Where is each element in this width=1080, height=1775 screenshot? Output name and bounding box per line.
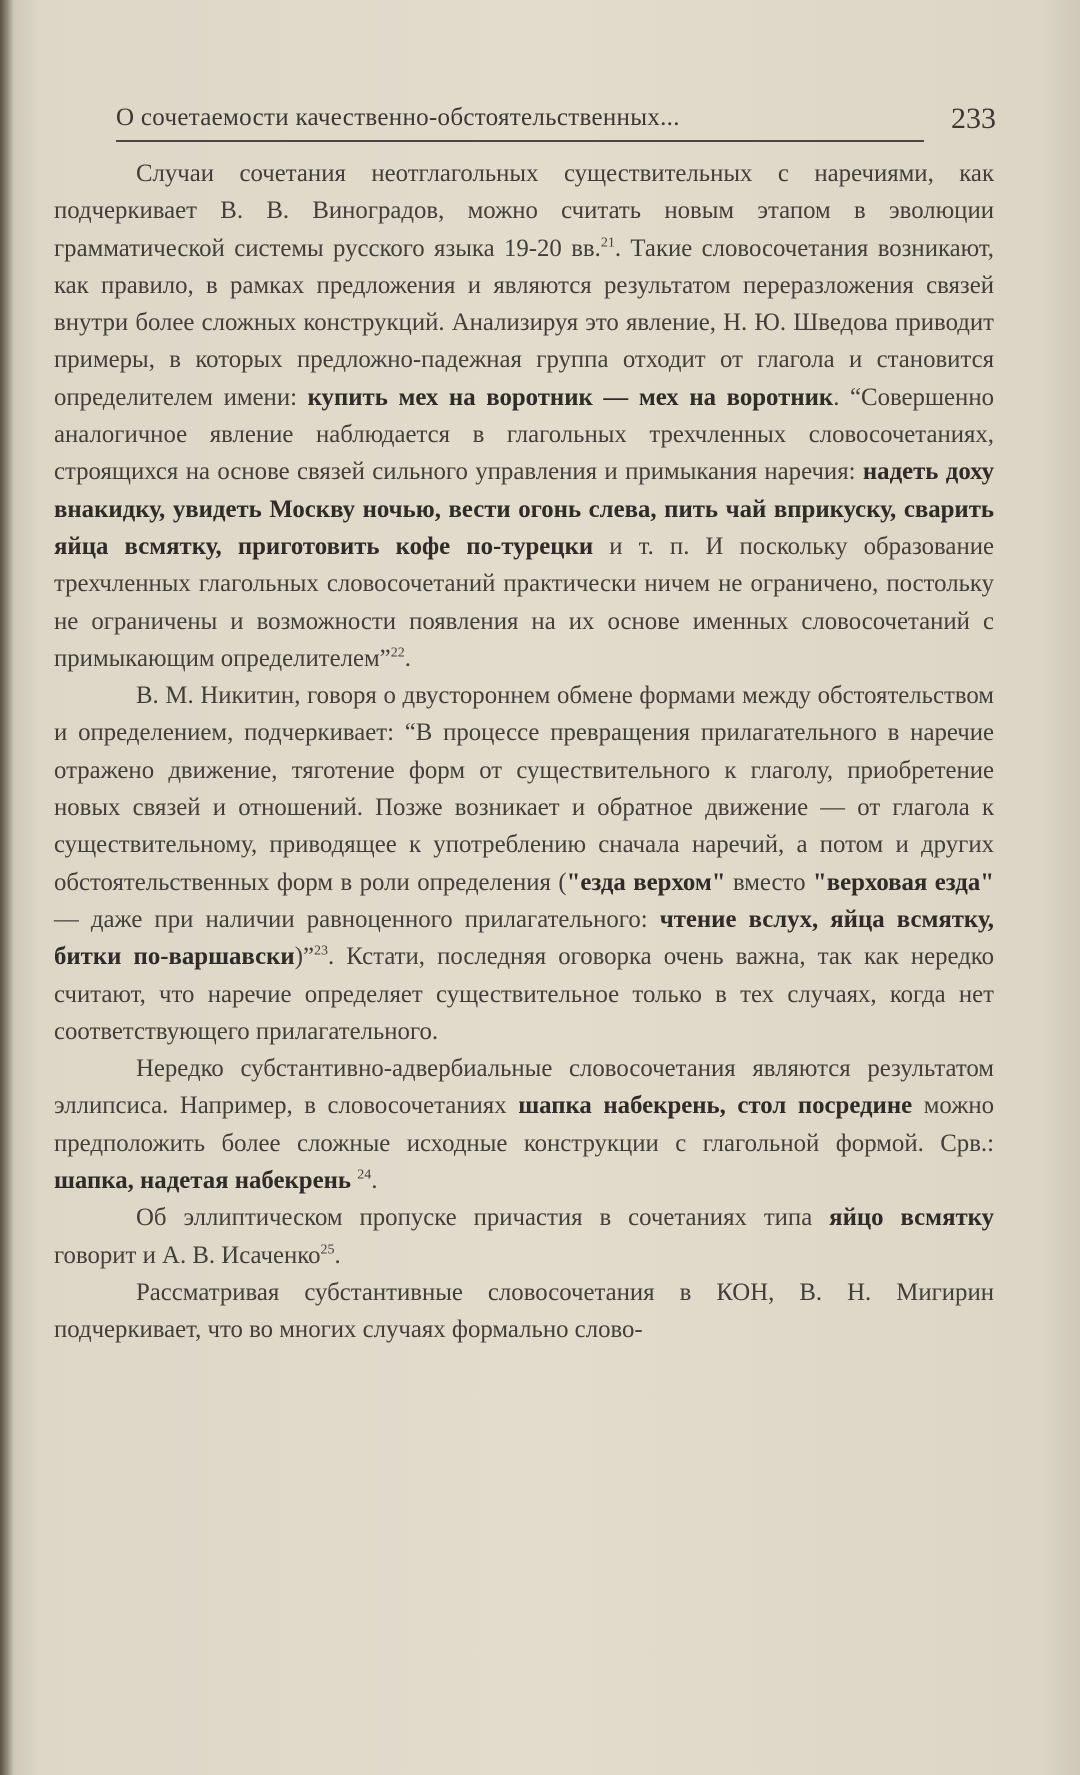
footnote-ref-22: 22 xyxy=(390,645,405,661)
text-run: можно предположить более сложные исходные конструкции с глагольной формой. Срв.: xyxy=(54,1092,994,1157)
text-run: . xyxy=(404,644,411,672)
paragraph-1 xyxy=(54,155,994,677)
text-run: Об эллиптическом пропуске причастия в сочетаниях типа xyxy=(136,1204,830,1232)
text-run: и т. п. И поскольку образование трехчленных глагольных словосочетаний практически ничем не ограничено, постольку не ограничены и возможности появления на их основе именных словосочетаний с примыкающим определителем” xyxy=(54,532,994,672)
text-run: вместо xyxy=(725,868,813,896)
example-phrase: надеть доху внакидку, увидеть Москву ночью, вести огонь слева, пить чай вприкуску, сварить яйца всмятку, приготовить кофе по-турецки xyxy=(54,458,994,560)
text-run: . “Совершенно аналогичное явление наблюдается в глагольных трехчленных словосочетаниях, строящихся на основе связей сильного управления и примыкания наречия: xyxy=(54,383,994,486)
text-run: . Такие словосочетания возникают, как правило, в рамках предложения и являются результатом переразложения связей внутри более сложных конструкций. Анализируя это явление, Н. Ю. Шведова приводит примеры, в которых предложно-падежная группа отходит от глагола и становится определителем имени: xyxy=(54,234,995,411)
example-phrase: "езда верхом" xyxy=(566,868,726,896)
paragraph-2 xyxy=(54,677,994,1050)
text-run: . xyxy=(371,1167,378,1195)
text-run: )” xyxy=(294,943,314,971)
text-run: Рассматривая субстантивные словосочетания в КОН, В. Н. Мигирин подчеркивает, что во многих случаях формально слово- xyxy=(54,1278,994,1344)
text-run: — даже при наличии равноценного прилагательного: xyxy=(54,905,660,933)
paragraph-4 xyxy=(54,1199,994,1274)
page-header xyxy=(116,98,996,144)
example-phrase: купить мех на воротник — мех на воротник xyxy=(307,383,834,411)
text-run: говорит и А. В. Исаченко xyxy=(54,1241,321,1269)
body-text xyxy=(54,155,994,1349)
text-run: Случаи сочетания неотглагольных существительных с наречиями, как подчеркивает В. В. Виноградов, можно считать новым этапом в эволюции грамматической системы русского языка 19-20 вв. xyxy=(54,160,994,262)
text-run: В. М. Никитин, говоря о двустороннем обмене формами между обстоятельством и определением, подчеркивает: “В процессе превращения прилагательного в наречие отражено движение, тяготение форм от существительного к глаголу, приобретение новых связей и отношений. Позже возникает и обратное движение — от глагола к существительному, приводящее к употреблению сначала наречий, а потом и других обстоятельственных форм в роли определения ( xyxy=(54,682,994,896)
paragraph-5 xyxy=(54,1274,994,1349)
example-phrase: "верховая езда" xyxy=(812,868,994,896)
header-rule xyxy=(116,140,924,142)
example-phrase: шапка набекрень, стол посредине xyxy=(518,1092,913,1120)
footnote-ref-24: 24 xyxy=(357,1167,372,1183)
text-run: . Кстати, последняя оговорка очень важна, так как нередко считают, что наречие определяет существительное только в тех случаях, когда нет соответствующего прилагательного. xyxy=(54,943,994,1045)
text-run: Нередко субстантивно-адвербиальные словосочетания являются результатом эллипсиса. Например, в словосочетаниях xyxy=(54,1055,994,1120)
page-number: 233 xyxy=(951,102,996,135)
running-title: О сочетаемости качественно-обстоятельственных... xyxy=(116,104,680,131)
paragraph-3 xyxy=(54,1050,994,1199)
example-phrase: чтение вслух, яйца всмятку, битки по-варшавски xyxy=(54,905,994,971)
footnote-ref-21: 21 xyxy=(600,235,615,251)
example-phrase: яйцо всмятку xyxy=(829,1204,995,1232)
footnote-ref-23: 23 xyxy=(313,943,328,959)
footnote-ref-25: 25 xyxy=(320,1242,335,1258)
text-run: . xyxy=(334,1241,341,1269)
example-phrase: шапка, надетая набекрень xyxy=(54,1167,351,1195)
